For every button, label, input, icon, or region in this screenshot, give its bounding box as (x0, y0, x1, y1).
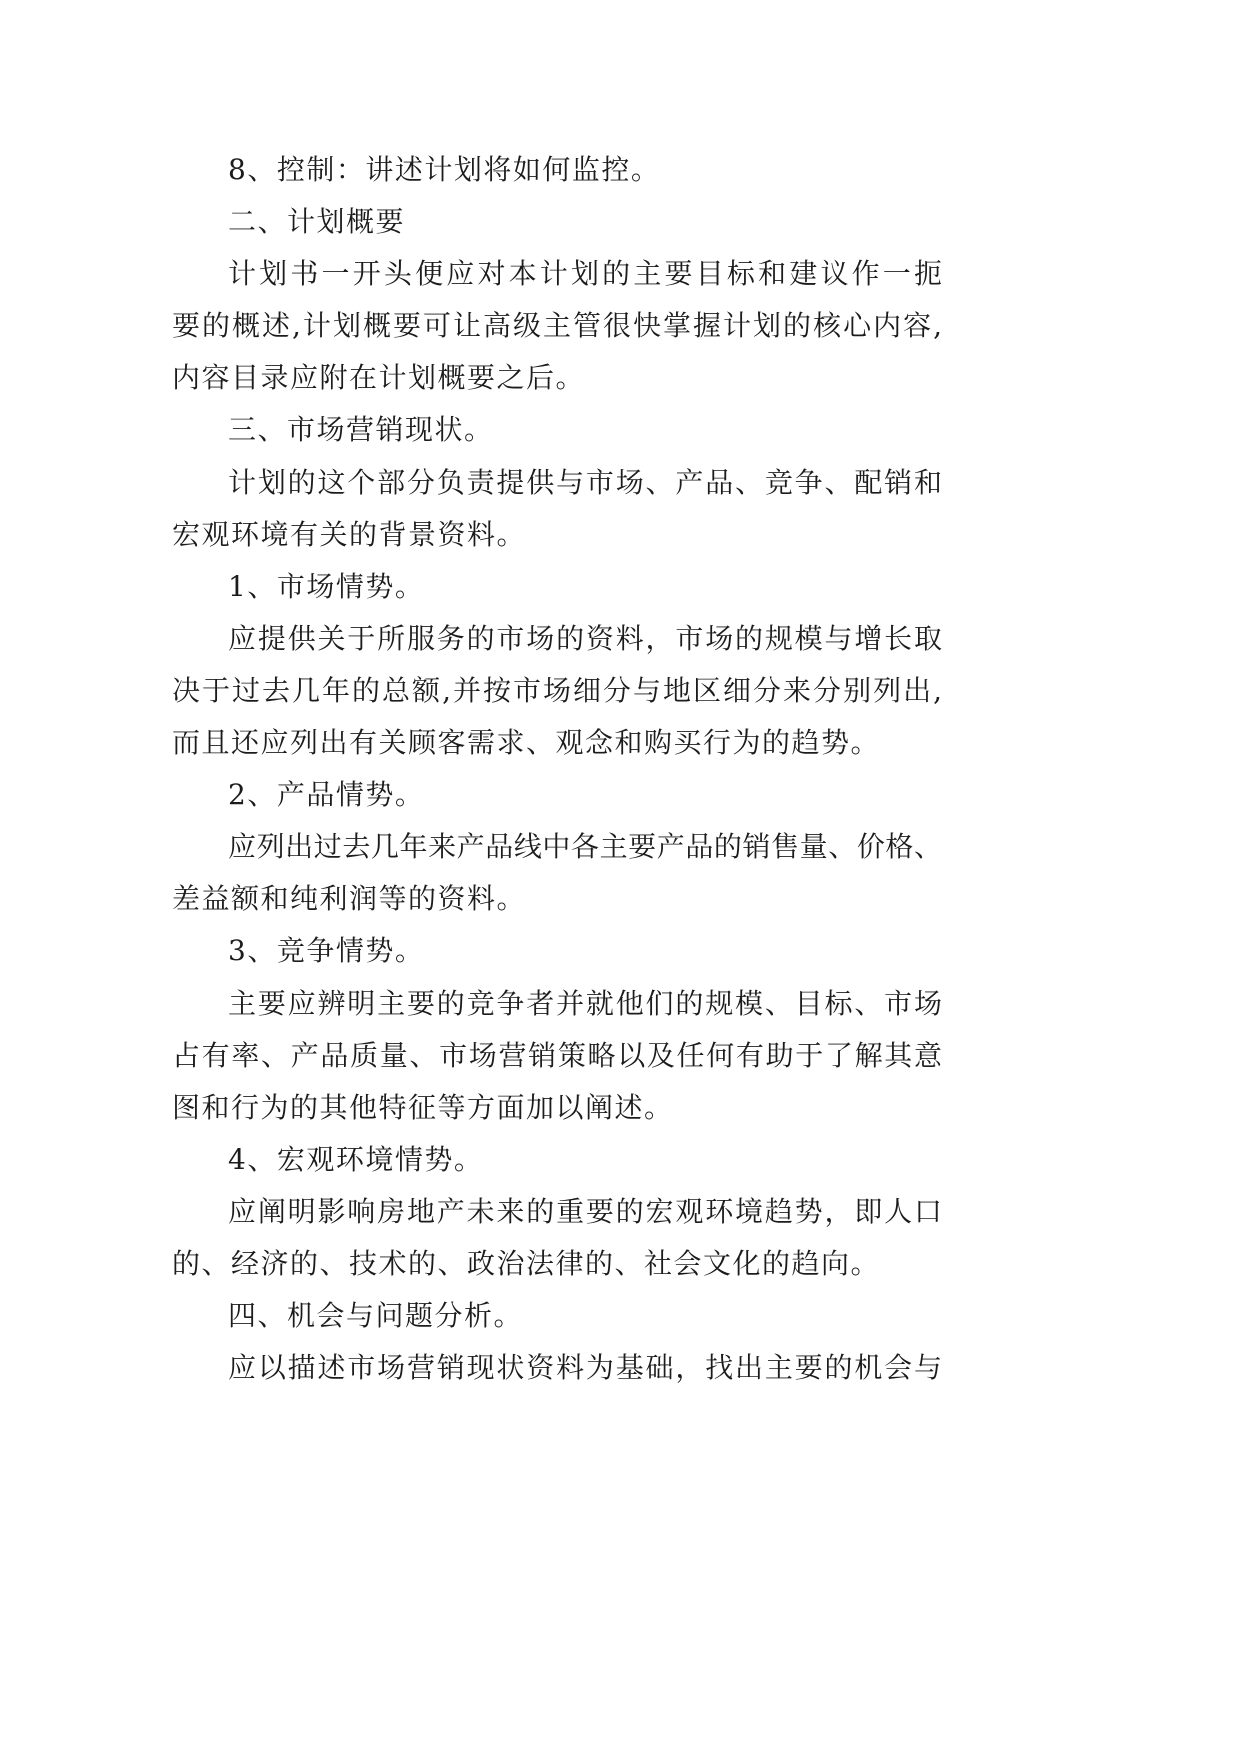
paragraph-product-situation (172, 827, 942, 931)
section-heading-opportunity-analysis (172, 1296, 942, 1348)
paragraph-marketing-status (172, 463, 942, 567)
text-line: 应以描述市场营销现状资料为基础，找出主要的机会与 (228, 1351, 942, 1385)
text-line: 应提供关于所服务的市场的资料，市场的规模与增长取 (228, 621, 942, 655)
section-heading: 三、市场营销现状。 (228, 413, 494, 447)
text-line: 宏观环境有关的背景资料。 (172, 517, 527, 551)
text-line: 计划书一开头便应对本计划的主要目标和建议作一扼 (228, 257, 942, 291)
paragraph-opportunity-analysis (172, 1348, 942, 1400)
text-line: 决于过去几年的总额,并按市场细分与地区细分来分别列出, (172, 673, 942, 707)
text-line: 计划的这个部分负责提供与市场、产品、竞争、配销和 (228, 465, 942, 499)
paragraph-market-situation (172, 619, 942, 775)
paragraph-competition-situation (172, 984, 942, 1140)
subheading-market-situation (172, 567, 942, 619)
document-body (172, 150, 942, 1400)
text-line: 而且还应列出有关顾客需求、观念和购买行为的趋势。 (172, 726, 881, 760)
section-heading: 四、机会与问题分析。 (228, 1299, 524, 1333)
subheading-product-situation (172, 775, 942, 827)
paragraph-control-item (172, 150, 942, 202)
text-line: 应列出过去几年来产品线中各主要产品的销售量、价格、 (228, 830, 942, 864)
section-heading: 二、计划概要 (228, 205, 406, 239)
section-heading-marketing-status (172, 410, 942, 462)
subsection-heading: 1、市场情势。 (228, 569, 425, 603)
text-line: 要的概述,计划概要可让高级主管很快掌握计划的核心内容, (172, 309, 942, 343)
list-item-heading: 8、控制：讲述计划将如何监控。 (228, 153, 661, 186)
text-line: 差益额和纯利润等的资料。 (172, 882, 527, 916)
paragraph-plan-summary (172, 254, 942, 410)
section-heading-plan-summary (172, 202, 942, 254)
subsection-heading: 3、竞争情势。 (228, 934, 425, 968)
subheading-competition-situation (172, 931, 942, 983)
text-line: 图和行为的其他特征等方面加以阐述。 (172, 1090, 674, 1124)
text-line: 占有率、产品质量、市场营销策略以及任何有助于了解其意 (172, 1038, 942, 1072)
text-line: 应阐明影响房地产未来的重要的宏观环境趋势，即人口 (228, 1194, 942, 1228)
subheading-macro-environment (172, 1140, 942, 1192)
text-line: 主要应辨明主要的竞争者并就他们的规模、目标、市场 (228, 986, 942, 1020)
text-line: 的、经济的、技术的、政治法律的、社会文化的趋向。 (172, 1246, 881, 1280)
subsection-heading: 4、宏观环境情势。 (228, 1142, 484, 1176)
subsection-heading: 2、产品情势。 (228, 778, 425, 812)
text-line: 内容目录应附在计划概要之后。 (172, 361, 586, 395)
paragraph-macro-environment (172, 1192, 942, 1296)
